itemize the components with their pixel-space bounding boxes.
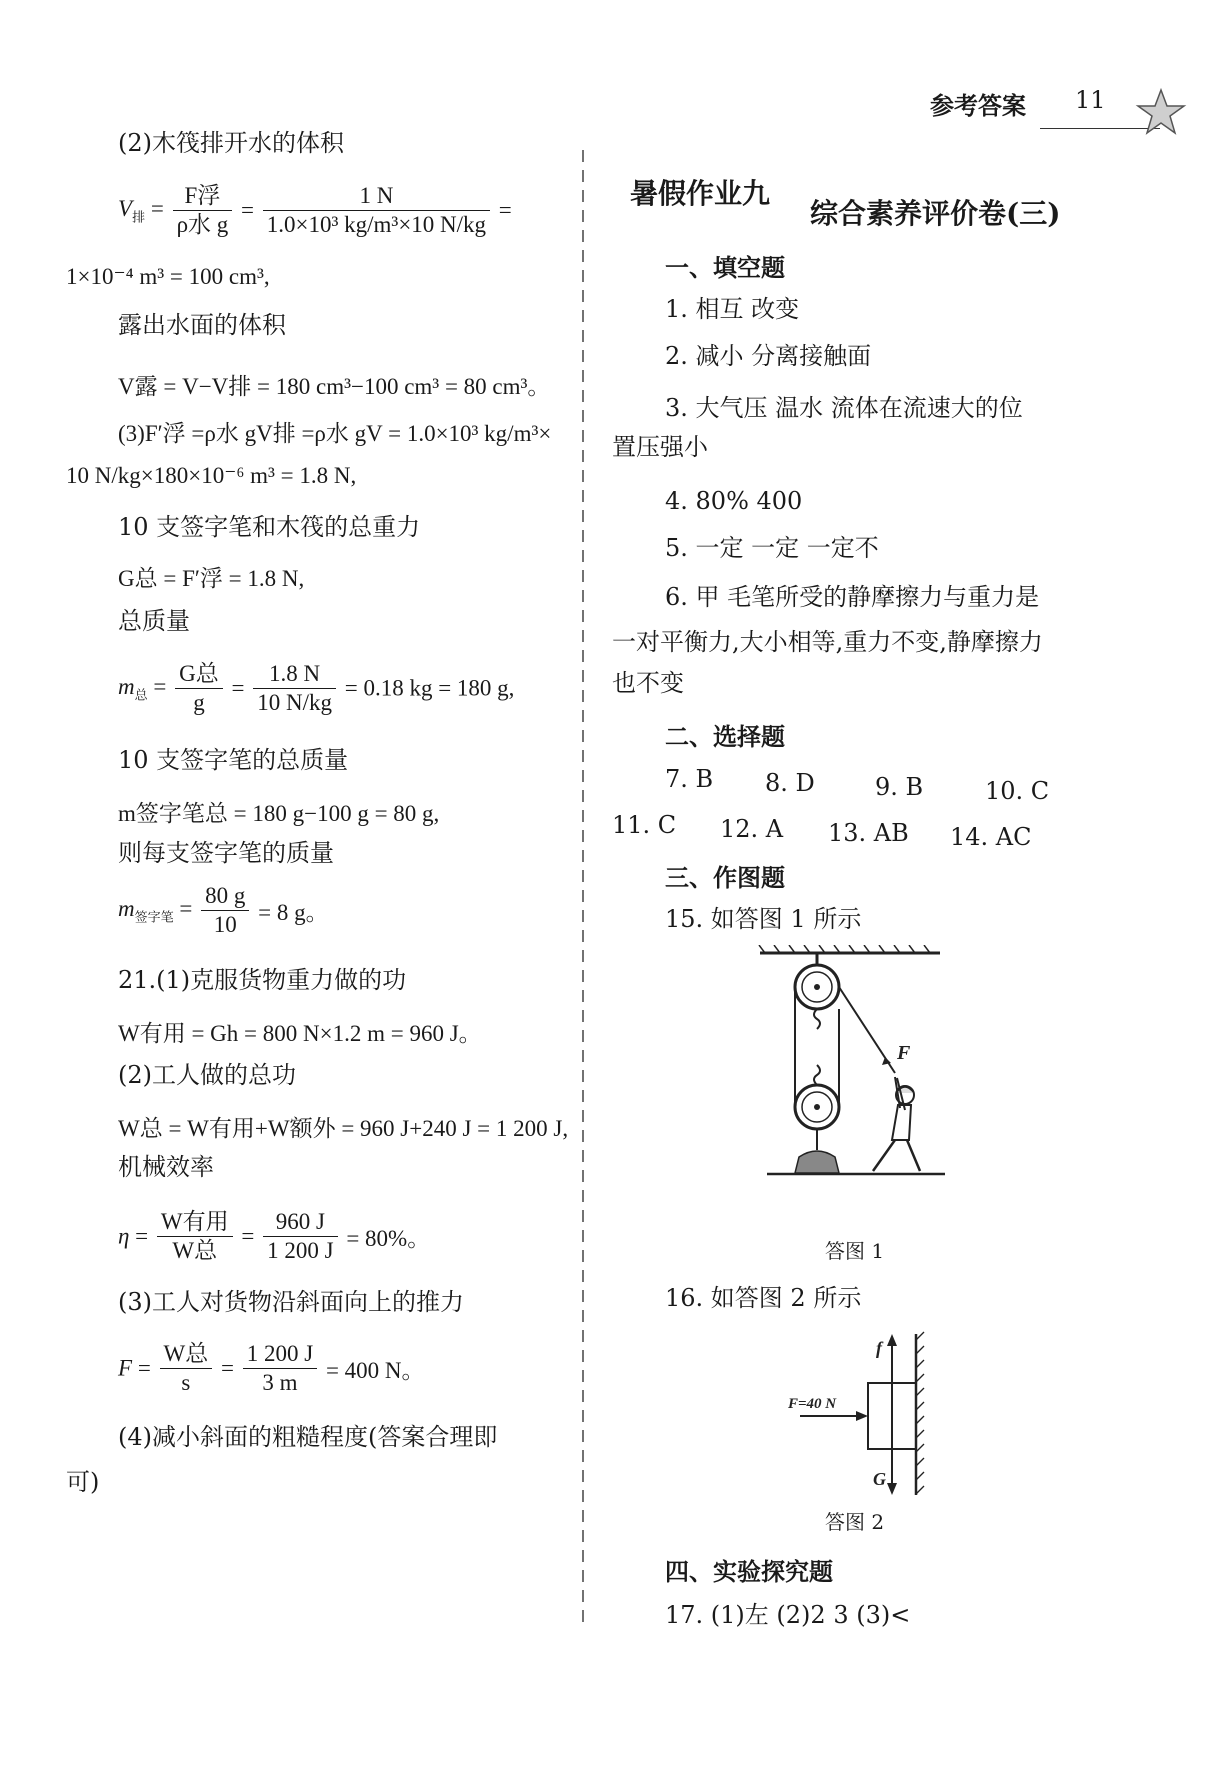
left-line-20: 机械效率 — [118, 1153, 214, 1181]
pulley-diagram — [755, 945, 955, 1230]
section-title-a: 暑假作业九 — [630, 177, 771, 210]
left-line-5: V露 = V−V排 = 180 cm³−100 cm³ = 80 cm³。 — [118, 374, 551, 399]
answer-2: 2. 减小 分离接触面 — [665, 342, 872, 370]
force-diagram — [780, 1330, 940, 1500]
frac-num: W有用 — [157, 1208, 233, 1237]
frac-num: F浮 — [173, 182, 233, 211]
star-icon — [1135, 88, 1187, 136]
choice-8: 8. D — [765, 769, 815, 797]
choice-12: 12. A — [720, 815, 784, 843]
frac-num: 1 200 J — [243, 1340, 317, 1369]
friction-label: f — [876, 1338, 882, 1358]
frac-den: 10 — [213, 912, 237, 937]
frac-num: 960 J — [263, 1208, 337, 1237]
formula-tail: = 80%。 — [346, 1226, 431, 1251]
frac-num: 80 g — [201, 882, 249, 911]
answer-6-cont: 一对平衡力,大小相等,重力不变,静摩擦力 — [612, 628, 1043, 656]
frac-num: G总 — [175, 660, 223, 689]
frac-num: W总 — [160, 1340, 213, 1369]
frac-den: 10 N/kg — [257, 690, 332, 715]
formula-tail: = 400 N。 — [325, 1358, 425, 1383]
choice-9: 9. B — [875, 773, 924, 801]
frac-den: s — [181, 1370, 191, 1395]
heading-fill-in: 一、填空题 — [665, 253, 785, 282]
answer-6: 6. 甲 毛笔所受的静摩擦力与重力是 — [665, 583, 1040, 611]
left-line-4: 露出水面的体积 — [118, 311, 286, 339]
left-line-3: 1×10⁻⁴ m³ = 100 cm³, — [66, 264, 270, 289]
answer-3-cont: 置压强小 — [612, 433, 708, 461]
heading-drawing: 三、作图题 — [665, 863, 785, 892]
formula-efficiency: η = $\frac{\text{W有用}}{\text{W总}}$ = $\frac{960 J}{1 200 J}$ = 80%。 — [118, 1209, 431, 1263]
formula-tail: = 0.18 kg = 180 g, — [344, 675, 515, 701]
left-line-1: (2)木筏排开水的体积 — [118, 129, 344, 157]
left-line-16: 21.(1)克服货物重力做的功 — [118, 966, 407, 994]
left-line-8: 10 支签字笔和木筏的总重力 — [118, 513, 421, 541]
heading-experiment: 四、实验探究题 — [665, 1557, 833, 1586]
frac-den: ρ水 g — [176, 212, 229, 237]
left-line-13: m签字笔总 = 180 g−100 g = 80 g, — [118, 801, 440, 826]
answer-5: 5. 一定 一定 一定不 — [665, 534, 879, 562]
frac-num: 1.8 N — [253, 660, 336, 689]
answer-4: 4. 80% 400 — [665, 487, 803, 515]
formula-m-total: $m_总$ = $\frac{\text{G总}}{g}$ = $\frac{1.8 N}{10 N/kg}$ = 0.18 kg = 180 g, — [118, 661, 515, 715]
answer-6-cont2: 也不变 — [612, 669, 684, 697]
choice-13: 13. AB — [828, 819, 909, 847]
left-line-18: (2)工人做的总功 — [118, 1061, 296, 1089]
left-line-6: (3)F′浮 =ρ水 gV排 =ρ水 gV = 1.0×10³ kg/m³× — [118, 421, 552, 446]
left-line-17: W有用 = Gh = 800 N×1.2 m = 960 J。 — [118, 1021, 482, 1046]
page-number: 11 — [1075, 86, 1106, 114]
choice-7: 7. B — [665, 765, 714, 793]
gravity-label: G — [873, 1469, 886, 1489]
answer-3: 3. 大气压 温水 流体在流速大的位 — [665, 394, 1023, 422]
section-title-b: 综合素养评价卷(三) — [810, 197, 1061, 230]
left-line-7: 10 N/kg×180×10⁻⁶ m³ = 1.8 N, — [66, 463, 357, 488]
frac-den: 1.0×10³ kg/m³×10 N/kg — [266, 212, 487, 237]
applied-force-label: F=40 N — [788, 1396, 837, 1412]
formula-force: F = $\frac{\text{W总}}{s}$ = $\frac{1 200 J}{3 m}$ = 400 N。 — [118, 1341, 425, 1395]
frac-num: 1 N — [263, 182, 490, 211]
left-line-25: 可) — [66, 1468, 100, 1496]
figure-1-caption: 答图 1 — [825, 1239, 885, 1263]
answer-17: 17. (1)左 (2)2 3 (3)< — [665, 1601, 911, 1629]
force-label: F — [897, 1042, 911, 1064]
left-line-14: 则每支签字笔的质量 — [118, 839, 334, 867]
frac-den: 1 200 J — [267, 1238, 334, 1263]
left-line-24: (4)减小斜面的粗糙程度(答案合理即 — [118, 1423, 498, 1451]
frac-den: W总 — [172, 1238, 218, 1263]
column-divider — [580, 150, 586, 1625]
frac-den: 3 m — [262, 1370, 298, 1395]
figure-2-caption: 答图 2 — [825, 1510, 885, 1534]
left-line-19: W总 = W有用+W额外 = 960 J+240 J = 1 200 J, — [118, 1116, 569, 1141]
formula-v-pai: $V_排$ = $\frac{\text{F浮}}{\text{ρ水 g}}$ = $\frac{1 N}{\text{1.0×10³ kg/m³×10 N/kg}}$ = — [118, 183, 512, 237]
choice-11: 11. C — [612, 811, 677, 839]
heading-choice: 二、选择题 — [665, 722, 785, 751]
answer-15: 15. 如答图 1 所示 — [665, 905, 862, 933]
left-line-9: G总 = F′浮 = 1.8 N, — [118, 566, 305, 591]
left-line-22: (3)工人对货物沿斜面向上的推力 — [118, 1288, 464, 1316]
formula-tail: = 8 g。 — [258, 900, 329, 925]
left-line-10: 总质量 — [118, 607, 190, 635]
choice-10: 10. C — [985, 777, 1050, 805]
left-line-12: 10 支签字笔的总质量 — [118, 746, 349, 774]
frac-den: g — [193, 690, 205, 715]
header-label: 参考答案 — [930, 91, 1026, 120]
choice-14: 14. AC — [950, 823, 1032, 851]
answer-16: 16. 如答图 2 所示 — [665, 1284, 862, 1312]
answer-1: 1. 相互 改变 — [665, 295, 800, 323]
formula-each-pen: $m_{签字笔}$ = $\frac{80 g}{10}$ = 8 g。 — [118, 883, 329, 937]
